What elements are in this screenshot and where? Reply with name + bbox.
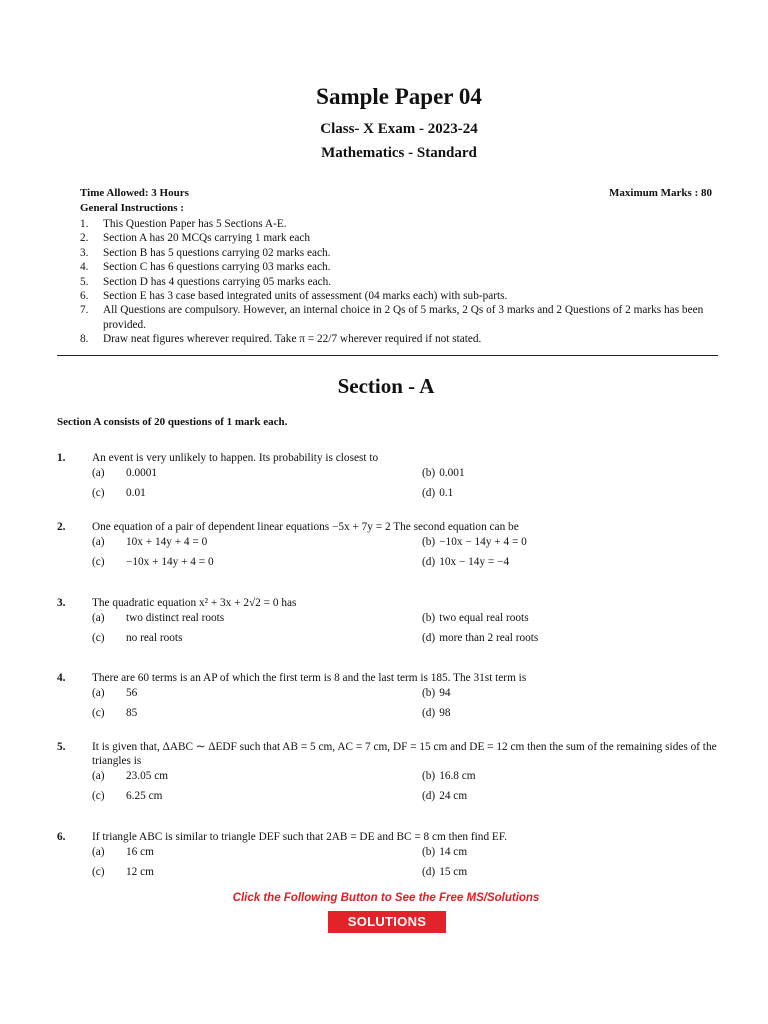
option-c: (c) 6.25 cm (92, 790, 163, 802)
solutions-button[interactable]: SOLUTIONS (328, 911, 446, 933)
solutions-link-text[interactable]: Click the Following Button to See the Free MS/Solutions (232, 892, 540, 904)
option-d: (d) 24 cm (422, 790, 468, 802)
option-d: (d) 10x − 14y = −4 (422, 556, 510, 568)
instruction-item: 2. Section A has 20 MCQs carrying 1 mark each (80, 232, 311, 245)
instruction-item: 1. This Question Paper has 5 Sections A-E. (80, 218, 287, 230)
option-b: (b) 14 cm (422, 846, 468, 858)
general-instructions-list (80, 217, 720, 347)
question-5 (57, 740, 727, 803)
option-d: (d) 15 cm (422, 866, 468, 878)
option-b: (b) 0.001 (422, 467, 465, 479)
divider-line (57, 355, 718, 356)
instruction-item: 4. Section C has 6 questions carrying 03 marks each. (80, 261, 331, 274)
question-text: If triangle ABC is similar to triangle DEF such that 2AB = DE and BC = 8 cm then find EF. (92, 831, 508, 843)
question-number: 5. (57, 741, 66, 753)
option-a: (a) 0.0001 (92, 467, 158, 479)
option-a: (a) 16 cm (92, 846, 154, 858)
question-number: 6. (57, 831, 66, 843)
question-1 (57, 451, 727, 500)
option-b: (b) −10x − 14y + 4 = 0 (422, 536, 527, 548)
question-number: 1. (57, 452, 66, 464)
option-c: (c) no real roots (92, 632, 183, 644)
question-text: There are 60 terms is an AP of which the first term is 8 and the last term is 185. The 31st term is (92, 672, 527, 684)
option-c: (c) −10x + 14y + 4 = 0 (92, 556, 214, 568)
question-text: An event is very unlikely to happen. Its probability is closest to (92, 452, 379, 464)
section-note: Section A consists of 20 questions of 1 mark each. (57, 416, 288, 428)
instruction-item: 5. Section D has 4 questions carrying 05 marks each. (80, 275, 332, 288)
question-text: One equation of a pair of dependent linear equations −5x + 7y = 2 The second equation can be (92, 521, 519, 533)
general-instructions-heading: General Instructions : (80, 202, 184, 214)
instruction-item: 8. Draw neat figures wherever required. Take π = 22/7 wherever required if not stated. (80, 333, 482, 346)
option-b: (b) 16.8 cm (422, 770, 476, 782)
option-c: (c) 85 (92, 707, 138, 719)
question-number: 3. (57, 597, 66, 609)
instruction-item: 6. Section E has 3 case based integrated units of assessment (04 marks each) with sub-parts. (80, 290, 508, 303)
option-a: (a) two distinct real roots (92, 612, 225, 624)
option-d: (d) 98 (422, 707, 451, 719)
option-c: (c) 12 cm (92, 866, 154, 878)
option-b: (b) two equal real roots (422, 612, 529, 624)
option-d: (d) 0.1 (422, 487, 454, 499)
question-text: It is given that, ΔABC ∼ ΔEDF such that AB = 5 cm, AC = 7 cm, DF = 15 cm and DE = 12 cm then the sum of the remaining sides of the triangles is (92, 741, 717, 767)
exam-meta-row (80, 187, 712, 199)
paper-title: Sample Paper 04 (316, 84, 482, 109)
class-exam-line: Class- X Exam - 2023-24 (320, 121, 478, 137)
question-4 (57, 671, 727, 720)
option-c: (c) 0.01 (92, 487, 146, 499)
question-number: 2. (57, 521, 66, 533)
option-a: (a) 56 (92, 687, 138, 699)
option-a: (a) 23.05 cm (92, 770, 169, 782)
question-text: The quadratic equation x² + 3x + 2√2 = 0 has (92, 597, 297, 609)
option-b: (b) 94 (422, 687, 451, 699)
question-number: 4. (57, 672, 66, 684)
time-allowed: Time Allowed: 3 Hours (80, 187, 189, 199)
subject-line: Mathematics - Standard (321, 145, 477, 161)
maximum-marks: Maximum Marks : 80 (609, 187, 712, 199)
instruction-item: 3. Section B has 5 questions carrying 02 marks each. (80, 246, 331, 259)
question-6 (57, 830, 727, 879)
section-title: Section - A (337, 374, 435, 398)
question-3 (57, 596, 727, 645)
question-2 (57, 520, 727, 569)
option-d: (d) more than 2 real roots (422, 632, 539, 644)
option-a: (a) 10x + 14y + 4 = 0 (92, 536, 208, 548)
instruction-item: 7. All Questions are compulsory. However, an internal choice in 2 Qs of 5 marks, 2 Qs of 3 marks and 2 Questions of 2 marks has been provided. (80, 304, 704, 331)
